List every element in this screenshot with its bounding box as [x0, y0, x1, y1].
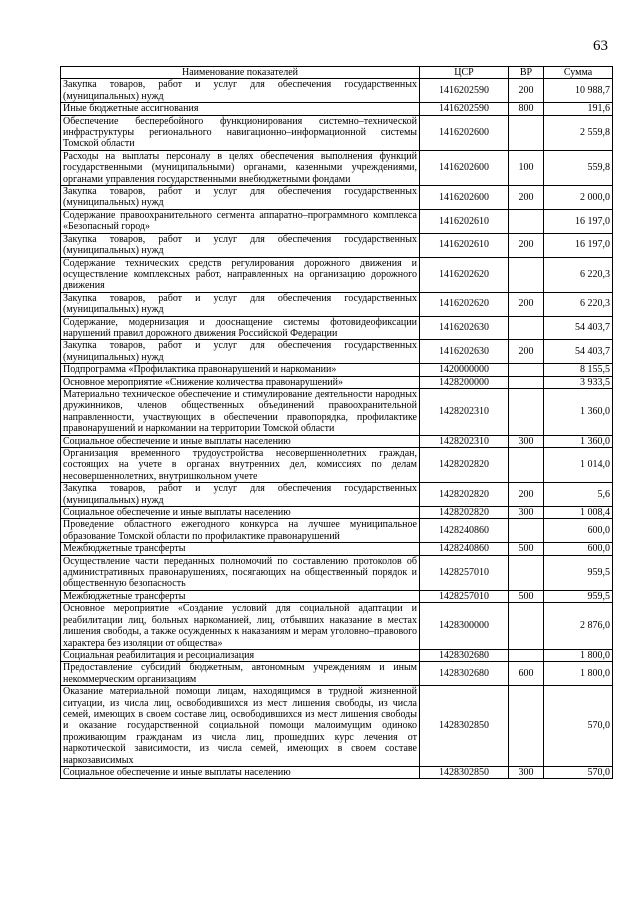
- cell-name: Обеспечение бесперебойного функционирования системно–технической инфраструктуры регионального навигационно–информационной системы Томской области: [61, 115, 420, 150]
- cell-csr: 1428302850: [420, 686, 509, 767]
- table-row: [61, 507, 613, 519]
- cell-vr: [509, 316, 544, 340]
- cell-sum: 16 197,0: [544, 209, 613, 233]
- cell-vr: [509, 519, 544, 543]
- cell-csr: 1416202620: [420, 257, 509, 292]
- cell-vr: 100: [509, 150, 544, 185]
- cell-csr: 1428257010: [420, 555, 509, 590]
- cell-name: Закупка товаров, работ и услуг для обеспечения государственных (муниципальных) нужд: [61, 186, 420, 210]
- cell-name: Социальное обеспечение и иные выплаты населению: [61, 435, 420, 447]
- cell-sum: 6 220,3: [544, 257, 613, 292]
- cell-name: Закупка товаров, работ и услуг для обеспечения государственных (муниципальных) нужд: [61, 292, 420, 316]
- cell-name: Материально техническое обеспечение и стимулирование деятельности народных дружинников, членов общественных объединений правоохранительной направленности, участвующих в обеспечении правопорядка, профилактике правонарушений и наркомании на территории Томской области: [61, 388, 420, 435]
- cell-sum: 959,5: [544, 555, 613, 590]
- cell-vr: [509, 209, 544, 233]
- cell-csr: 1428202820: [420, 507, 509, 519]
- cell-csr: 1428240860: [420, 543, 509, 555]
- table-row: [61, 316, 613, 340]
- cell-vr: 800: [509, 103, 544, 115]
- table-row: [61, 766, 613, 778]
- cell-vr: 200: [509, 292, 544, 316]
- cell-vr: [509, 115, 544, 150]
- table-row: [61, 79, 613, 103]
- cell-name: Расходы на выплаты персоналу в целях обеспечения выполнения функций государственными (муниципальными) органами, казенными учреждениями, органами управления государственными внебюджетными фондами: [61, 150, 420, 185]
- cell-vr: 200: [509, 79, 544, 103]
- cell-sum: 1 008,4: [544, 507, 613, 519]
- cell-sum: 959,5: [544, 590, 613, 602]
- cell-vr: [509, 603, 544, 650]
- cell-name: Закупка товаров, работ и услуг для обеспечения государственных (муниципальных) нужд: [61, 340, 420, 364]
- cell-csr: 1428202310: [420, 388, 509, 435]
- cell-vr: 300: [509, 766, 544, 778]
- table-row: [61, 388, 613, 435]
- cell-csr: 1428202310: [420, 435, 509, 447]
- cell-csr: 1428200000: [420, 376, 509, 388]
- cell-vr: [509, 388, 544, 435]
- cell-csr: 1428302680: [420, 649, 509, 661]
- cell-sum: 2 876,0: [544, 603, 613, 650]
- table-row: [61, 364, 613, 376]
- cell-name: Основное мероприятие «Снижение количества правонарушений»: [61, 376, 420, 388]
- cell-sum: 559,8: [544, 150, 613, 185]
- cell-name: Содержание технических средств регулирования дорожного движения и осуществление комплексных работ, направленных на организацию дорожного движения: [61, 257, 420, 292]
- cell-csr: 1416202600: [420, 115, 509, 150]
- table-row: [61, 686, 613, 767]
- cell-sum: 1 360,0: [544, 388, 613, 435]
- cell-sum: 6 220,3: [544, 292, 613, 316]
- table-row: [61, 483, 613, 507]
- table-row: [61, 150, 613, 185]
- table-header-row: [61, 67, 613, 79]
- cell-vr: [509, 555, 544, 590]
- cell-vr: 200: [509, 186, 544, 210]
- cell-sum: 191,6: [544, 103, 613, 115]
- table-row: [61, 662, 613, 686]
- cell-name: Социальное обеспечение и иные выплаты населению: [61, 766, 420, 778]
- cell-csr: 1428202820: [420, 483, 509, 507]
- cell-csr: 1416202600: [420, 186, 509, 210]
- budget-table: [60, 66, 613, 779]
- table-row: [61, 376, 613, 388]
- table-row: [61, 448, 613, 483]
- cell-sum: 1 800,0: [544, 649, 613, 661]
- cell-csr: 1416202620: [420, 292, 509, 316]
- cell-vr: 500: [509, 590, 544, 602]
- cell-vr: 200: [509, 483, 544, 507]
- page-number: 63: [593, 38, 608, 54]
- cell-vr: 300: [509, 435, 544, 447]
- cell-name: Закупка товаров, работ и услуг для обеспечения государственных (муниципальных) нужд: [61, 483, 420, 507]
- cell-name: Оказание материальной помощи лицам, находящимся в трудной жизненной ситуации, из числа лиц, освободившихся из мест лишения свободы, из числа семей, имеющих в своем составе лиц, освободившихся из мест лишения свободы и оказание государственной социальной помощи малоимущим одиноко проживающим гражданам из числа лиц, прошедших курс лечения от наркотической зависимости, из числа семей, имеющих в своем составе наркозависимых: [61, 686, 420, 767]
- cell-name: Межбюджетные трансферты: [61, 543, 420, 555]
- header-sum: Сумма: [544, 67, 613, 79]
- cell-csr: 1416202610: [420, 233, 509, 257]
- table-row: [61, 233, 613, 257]
- table-row: [61, 292, 613, 316]
- table-row: [61, 543, 613, 555]
- cell-vr: 200: [509, 340, 544, 364]
- cell-csr: 1428257010: [420, 590, 509, 602]
- cell-csr: 1416202590: [420, 103, 509, 115]
- cell-csr: 1416202600: [420, 150, 509, 185]
- cell-name: Предоставление субсидий бюджетным, автономным учреждениям и иным некоммерческим организациям: [61, 662, 420, 686]
- table-row: [61, 257, 613, 292]
- cell-vr: [509, 686, 544, 767]
- cell-csr: 1428202820: [420, 448, 509, 483]
- table-row: [61, 209, 613, 233]
- cell-sum: 1 360,0: [544, 435, 613, 447]
- cell-sum: 1 014,0: [544, 448, 613, 483]
- cell-csr: 1428302680: [420, 662, 509, 686]
- table-row: [61, 435, 613, 447]
- cell-sum: 570,0: [544, 686, 613, 767]
- cell-csr: 1416202610: [420, 209, 509, 233]
- cell-name: Подпрограмма «Профилактика правонарушений и наркомании»: [61, 364, 420, 376]
- cell-sum: 16 197,0: [544, 233, 613, 257]
- cell-name: Закупка товаров, работ и услуг для обеспечения государственных (муниципальных) нужд: [61, 79, 420, 103]
- table-row: [61, 519, 613, 543]
- table-row: [61, 590, 613, 602]
- header-csr: ЦСР: [420, 67, 509, 79]
- cell-name: Осуществление части переданных полномочий по составлению протоколов об административных правонарушениях, посягающих на общественный порядок и общественную безопасность: [61, 555, 420, 590]
- cell-sum: 3 933,5: [544, 376, 613, 388]
- cell-csr: 1416202630: [420, 316, 509, 340]
- cell-name: Закупка товаров, работ и услуг для обеспечения государственных (муниципальных) нужд: [61, 233, 420, 257]
- cell-vr: 500: [509, 543, 544, 555]
- cell-vr: [509, 376, 544, 388]
- cell-name: Социальная реабилитация и ресоциализация: [61, 649, 420, 661]
- cell-name: Организация временного трудоустройства несовершеннолетних граждан, состоящих на учете в органах внутренних дел, комиссиях по делам несовершеннолетних, внутришкольном учете: [61, 448, 420, 483]
- table-row: [61, 603, 613, 650]
- cell-name: Основное мероприятие «Создание условий для социальной адаптации и реабилитации лиц, больных наркоманией, лиц, отбывших наказание в местах лишения свободы, а также осужденных к наказаниям и мерам уголовно–правового характера без изоляции от общества»: [61, 603, 420, 650]
- cell-name: Социальное обеспечение и иные выплаты населению: [61, 507, 420, 519]
- cell-csr: 1428302850: [420, 766, 509, 778]
- cell-sum: 54 403,7: [544, 316, 613, 340]
- cell-vr: 600: [509, 662, 544, 686]
- cell-sum: 1 800,0: [544, 662, 613, 686]
- cell-sum: 5,6: [544, 483, 613, 507]
- table-row: [61, 340, 613, 364]
- cell-sum: 2 559,8: [544, 115, 613, 150]
- cell-vr: [509, 649, 544, 661]
- cell-vr: [509, 448, 544, 483]
- cell-csr: 1428300000: [420, 603, 509, 650]
- cell-name: Содержание, модернизация и дооснащение системы фотовидеофиксации нарушений правил дорожного движения Российской Федерации: [61, 316, 420, 340]
- header-vr: ВР: [509, 67, 544, 79]
- cell-sum: 600,0: [544, 543, 613, 555]
- cell-csr: 1420000000: [420, 364, 509, 376]
- cell-name: Межбюджетные трансферты: [61, 590, 420, 602]
- table-row: [61, 649, 613, 661]
- cell-sum: 570,0: [544, 766, 613, 778]
- header-name: Наименование показателей: [61, 67, 420, 79]
- cell-name: Проведение областного ежегодного конкурса на лучшее муниципальное образование Томской области по профилактике правонарушений: [61, 519, 420, 543]
- cell-vr: 300: [509, 507, 544, 519]
- cell-vr: 200: [509, 233, 544, 257]
- cell-name: Иные бюджетные ассигнования: [61, 103, 420, 115]
- table-body: [61, 79, 613, 779]
- cell-name: Содержание правоохранительного сегмента аппаратно–программного комплекса «Безопасный город»: [61, 209, 420, 233]
- cell-sum: 2 000,0: [544, 186, 613, 210]
- cell-sum: 10 988,7: [544, 79, 613, 103]
- cell-vr: [509, 257, 544, 292]
- table-row: [61, 555, 613, 590]
- table-row: [61, 115, 613, 150]
- cell-csr: 1416202590: [420, 79, 509, 103]
- cell-vr: [509, 364, 544, 376]
- table-row: [61, 103, 613, 115]
- table-row: [61, 186, 613, 210]
- cell-sum: 54 403,7: [544, 340, 613, 364]
- cell-sum: 8 155,5: [544, 364, 613, 376]
- cell-csr: 1428240860: [420, 519, 509, 543]
- cell-csr: 1416202630: [420, 340, 509, 364]
- cell-sum: 600,0: [544, 519, 613, 543]
